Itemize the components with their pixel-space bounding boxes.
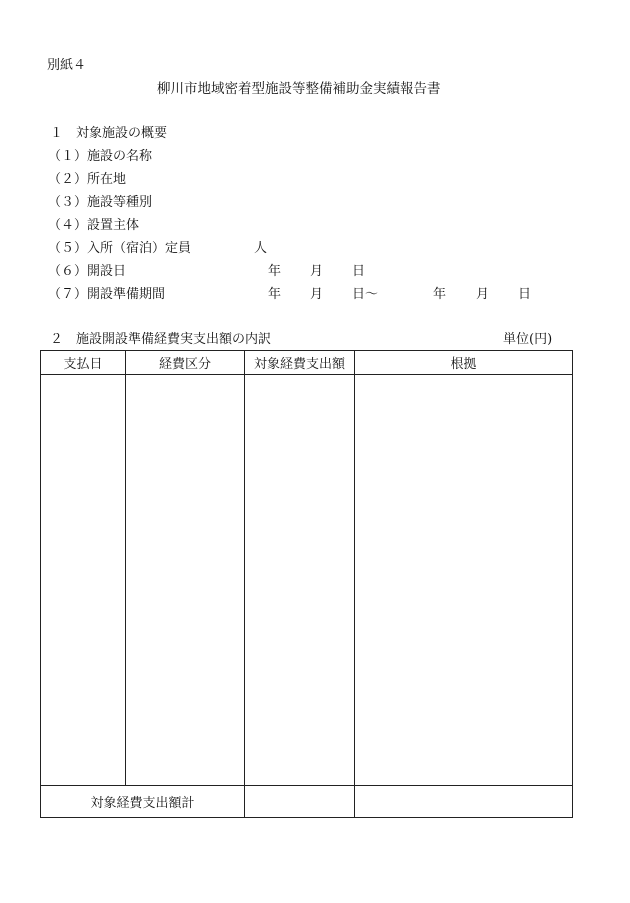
- capacity-unit: 人: [254, 241, 268, 256]
- table-body-row: [41, 375, 573, 786]
- opening-year: 年: [268, 264, 282, 279]
- cell-total-amount[interactable]: [245, 786, 355, 818]
- section2-heading: ２ 施設開設準備経費実支出額の内訳: [50, 332, 272, 347]
- cell-basis[interactable]: [355, 375, 573, 786]
- prep-end-day: 日: [518, 287, 532, 302]
- prep-start-day: 日～: [352, 287, 379, 302]
- item-opening-date: （６）開設日: [48, 264, 127, 279]
- opening-month: 月: [310, 264, 324, 279]
- cell-expense-category[interactable]: [126, 375, 245, 786]
- item-operator: （４）設置主体: [48, 218, 140, 233]
- col-header-expense-amount: 対象経費支出額: [245, 351, 355, 375]
- unit-label: 単位(円): [503, 332, 553, 347]
- prep-start-month: 月: [310, 287, 324, 302]
- col-header-payment-date: 支払日: [41, 351, 126, 375]
- col-header-expense-category: 経費区分: [126, 351, 245, 375]
- section1-heading: １ 対象施設の概要: [50, 126, 168, 141]
- item-address: （２）所在地: [48, 172, 127, 187]
- cell-expense-amount[interactable]: [245, 375, 355, 786]
- prep-end-month: 月: [476, 287, 490, 302]
- total-label: 対象経費支出額計: [41, 786, 245, 818]
- col-header-basis: 根拠: [355, 351, 573, 375]
- cell-total-basis[interactable]: [355, 786, 573, 818]
- prep-end-year: 年: [433, 287, 447, 302]
- expense-table: [40, 350, 573, 818]
- table-total-row: [41, 786, 573, 818]
- item-facility-name: （１）施設の名称: [48, 149, 153, 164]
- item-facility-type: （３）施設等種別: [48, 195, 153, 210]
- document-title: 柳川市地域密着型施設等整備補助金実績報告書: [157, 81, 441, 97]
- cell-payment-date[interactable]: [41, 375, 126, 786]
- annex-label: 別紙４: [47, 58, 87, 73]
- item-capacity: （５）入所（宿泊）定員: [48, 241, 192, 256]
- item-prep-period: （７）開設準備期間: [48, 287, 166, 302]
- table-header-row: [41, 351, 573, 375]
- opening-day: 日: [352, 264, 366, 279]
- prep-start-year: 年: [268, 287, 282, 302]
